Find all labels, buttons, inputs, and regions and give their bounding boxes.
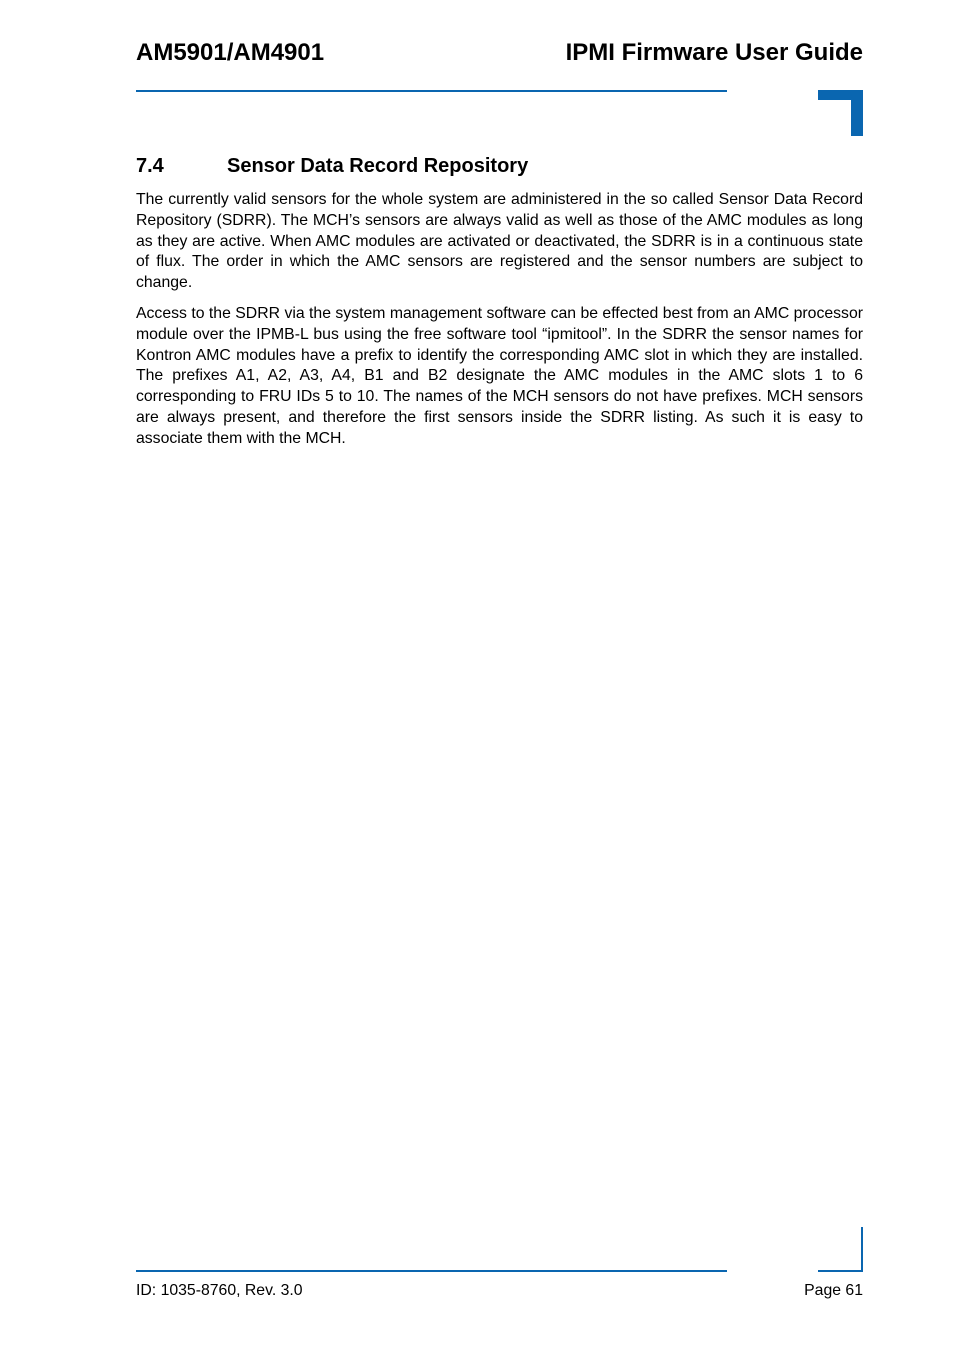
section-heading [136, 153, 528, 179]
top-corner-mark-vertical [851, 90, 863, 136]
paragraph-sdrr-access: Access to the SDRR via the system management software can be effected best from an AMC processor module over the IPMB-L bus using the free software tool “ipmitool”. In the SDRR the sensor names for Kontron AMC modules have a prefix to identify the corresponding AMC slot in which they are installed. The prefixes A1, A2, A3, A4, B1 and B2 designate the AMC modules in the AMC slots 1 to 6 corresponding to FRU IDs 5 to 10. The names of the MCH sensors do not have prefixes. MCH sensors are always present, and therefore the first sensors inside the SDRR listing. As such it is easy to associate them with the MCH. [136, 305, 863, 447]
document-guide-title: IPMI Firmware User Guide [565, 39, 863, 66]
footer-rule [136, 1270, 727, 1272]
footer-document-id: ID: 1035-8760, Rev. 3.0 [136, 1282, 303, 1299]
section-number: 7.4 [136, 155, 164, 177]
bottom-corner-mark-horizontal [818, 1270, 863, 1272]
paragraph-sdrr-overview: The currently valid sensors for the whole system are administered in the so called Sensor Data Record Repository (SDRR). The MCH’s sensors are always valid as well as those of the AMC modules as long as they are active. When AMC modules are activated or deactivated, the SDRR is in a continuous state of flux. The order in which the AMC sensors are registered and the sensor numbers are subject to change. [136, 191, 863, 292]
header-rule [136, 90, 727, 92]
section-title: Sensor Data Record Repository [227, 155, 529, 177]
document-product-title: AM5901/AM4901 [136, 39, 325, 66]
bottom-corner-mark-vertical [861, 1227, 863, 1272]
footer-page-number: Page 61 [804, 1282, 863, 1299]
